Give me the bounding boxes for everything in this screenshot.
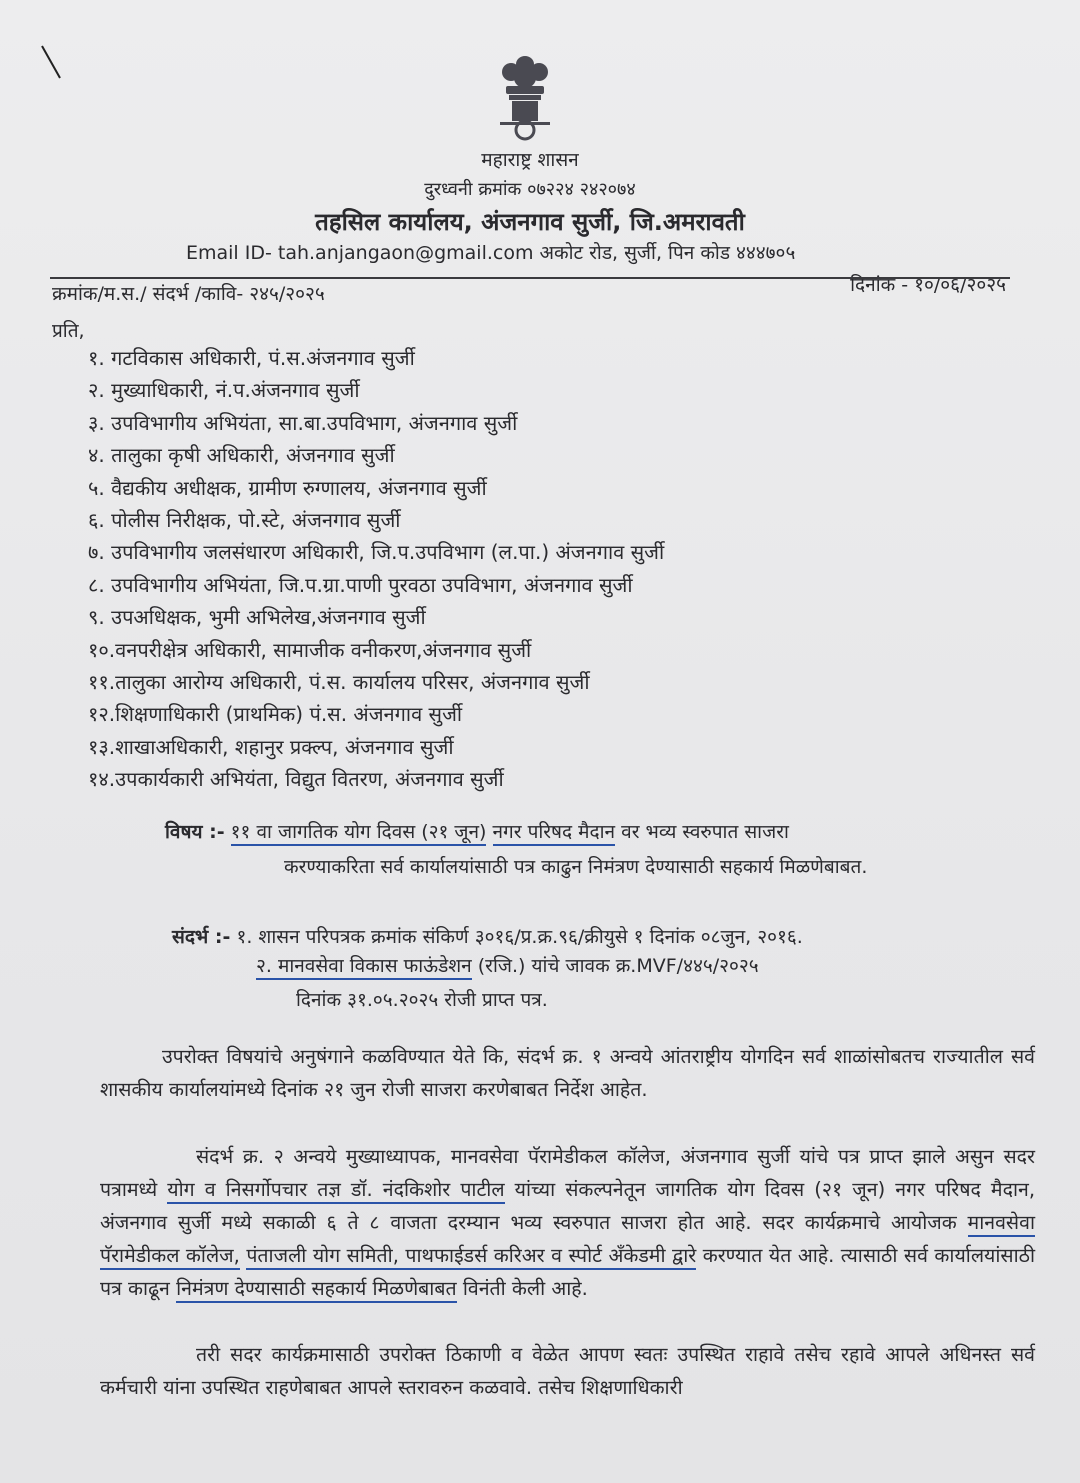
para2-request: निमंत्रण देण्यासाठी सहकार्य मिळणेबाबत [176,1277,457,1303]
salutation: प्रति, [52,320,85,342]
state-emblem-icon [490,52,560,152]
letter-date: दिनांक - १०/०६/२०२५ [850,274,1006,296]
list-item: १. गटविकास अधिकारी, पं.स.अंजनगाव सुर्जी [88,346,415,370]
office-title: तहसिल कार्यालय, अंजनगाव सुर्जी, जि.अमरावती [315,208,745,236]
list-item: ४. तालुका कृषी अधिकारी, अंजनगाव सुर्जी [88,443,395,468]
reference-2-date: दिनांक ३१.०५.२०२५ रोजी प्राप्त पत्र. [296,989,548,1011]
reference-1 [172,923,803,949]
phone-number: दुरध्वनी क्रमांक ०७२२४ २४२०७४ [424,179,636,200]
list-item: १४.उपकार्यकारी अभियंता, विद्युत वितरण, अंजनगाव सुर्जी [88,767,504,792]
para2-text-h: विनंती केली आहे. [462,1277,588,1300]
reference-2 [256,952,759,978]
subject-highlight-day: ११ वा जागतिक योग दिवस (२१ जून) [231,821,487,846]
body-paragraph-3: तरी सदर कार्यक्रमासाठी उपरोक्त ठिकाणी व वेळेत आपण स्वतः उपस्थित राहावे तसेच रहावे आपले अधिनस्त सर्व कर्मचारी यांना उपस्थित राहणेबाबत आपले स्तरावरुन कळवावे. तसेच शिक्षणाधिकारी [100,1343,1035,1399]
para2-organizer-college: मानवसेवा पॅरामेडीकल कॉलेज, [100,1211,1035,1270]
reference-label: संदर्भ :- [172,926,231,948]
subject-highlight-venue: नगर परिषद मैदान [493,821,616,846]
reference-2-text: (रजि.) यांचे जावक क्र.MVF/४४५/२०२५ [477,955,759,977]
reference-1-text: १. शासन परिपत्रक क्रमांक संकिर्ण ३०१६/प्र.क्र.९६/क्रीयुसे १ दिनांक ०८जुन, २०१६. [236,926,803,948]
list-item: ७. उपविभागीय जलसंधारण अधिकारी, जि.प.उपविभाग (ल.पा.) अंजनगाव सुर्जी [88,540,665,565]
subject-line [165,818,789,844]
list-item: १२.शिक्षणाधिकारी (प्राथमिक) पं.स. अंजनगाव सुर्जी [88,702,463,727]
header-divider [50,277,1010,279]
body-paragraph-2 [100,1140,1035,1305]
list-item: ६. पोलीस निरीक्षक, पो.स्टे, अंजनगाव सुर्जी [88,507,401,532]
list-item: ८. उपविभागीय अभियंता, जि.प.ग्रा.पाणी पुरवठा उपविभाग, अंजनगाव सुर्जी [88,572,633,597]
list-item: २. मुख्याधिकारी, नं.प.अंजनगाव सुर्जी [88,378,360,403]
letter-reference: क्रमांक/म.स./ संदर्भ /कावि- २४५/२०२५ [52,283,325,305]
body-paragraph-1: उपरोक्त विषयांचे अनुषंगाने कळविण्यात येते कि, संदर्भ क्र. १ अन्वये आंतराष्ट्रीय योगदिन सर्व शाळांसोबतच राज्यातील सर्व शासकीय कार्यालयांमध्ये दिनांक २१ जुन रोजी साजरा करणेबाबत निर्देश आहेत. [100,1045,1035,1101]
list-item: ९. उपअधिक्षक, भुमी अभिलेख,अंजनगाव सुर्जी [88,605,426,630]
para2-text-c: यांच्या संकल्पनेतून जागतिक योग दिवस (२१ जून) नगर परिषद मैदान, अंजनगाव सुर्जी मध्ये सकाळी ६ ते ८ वाजता दरम्यान भव्य स्वरुपात साजरा होत आहे. सदर कार्यक्रमाचे आयोजक [100,1178,1036,1234]
list-item: १०.वनपरीक्षेत्र अधिकारी, सामाजीक वनीकरण,अंजनगाव सुर्जी [88,637,532,662]
list-item: ५. वैद्यकीय अधीक्षक, ग्रामीण रुग्णालय, अंजनगाव सुर्जी [88,475,487,500]
email-address-line: Email ID- tah.anjangaon@gmail.com अकोट रोड, सुर्जी, पिन कोड ४४४७०५ [186,242,796,264]
pen-mark-icon [38,42,64,82]
subject-rest: वर भव्य स्वरुपात साजरा [621,821,789,843]
subject-line-2: करण्याकरिता सर्व कार्यालयांसाठी पत्र काढुन निमंत्रण देण्यासाठी सहकार्य मिळणेबाबत. [284,856,868,878]
para2-text-f: करण्यात येत आहे. त्यासाठी सर्व कार्यालयांसाठी पत्र काढून [100,1244,1036,1300]
para2-text-a: संदर्भ क्र. २ अन्वये मुख्याध्यापक, मानवसेवा पॅरामेडीकल कॉलेज, अंजनगाव सुर्जी यांचे पत्र प्राप्त झाले असुन सदर पत्रामध्ये [100,1145,1035,1201]
recipient-list [88,342,664,795]
para2-organizer-others: पंताजली योग समिती, पाथफाईडर्स करिअर व स्पोर्ट अँकेडमी द्वारे [246,1244,696,1270]
reference-2-foundation: २. मानवसेवा विकास फाऊंडेशन [256,955,472,980]
para2-expert-name: योग व निसर्गोपचार तज्ञ डॉ. नंदकिशोर पाटील [167,1178,504,1204]
list-item: १३.शाखाअधिकारी, शहानुर प्रक्ल्प, अंजनगाव सुर्जी [88,734,454,759]
subject-label: विषय :- [165,821,225,843]
list-item: ३. उपविभागीय अभियंता, सा.बा.उपविभाग, अंजनगाव सुर्जी [88,410,518,435]
government-name: महाराष्ट्र शासन [481,149,579,171]
list-item: ११.तालुका आरोग्य अधिकारी, पं.स. कार्यालय परिसर, अंजनगाव सुर्जी [88,669,590,694]
